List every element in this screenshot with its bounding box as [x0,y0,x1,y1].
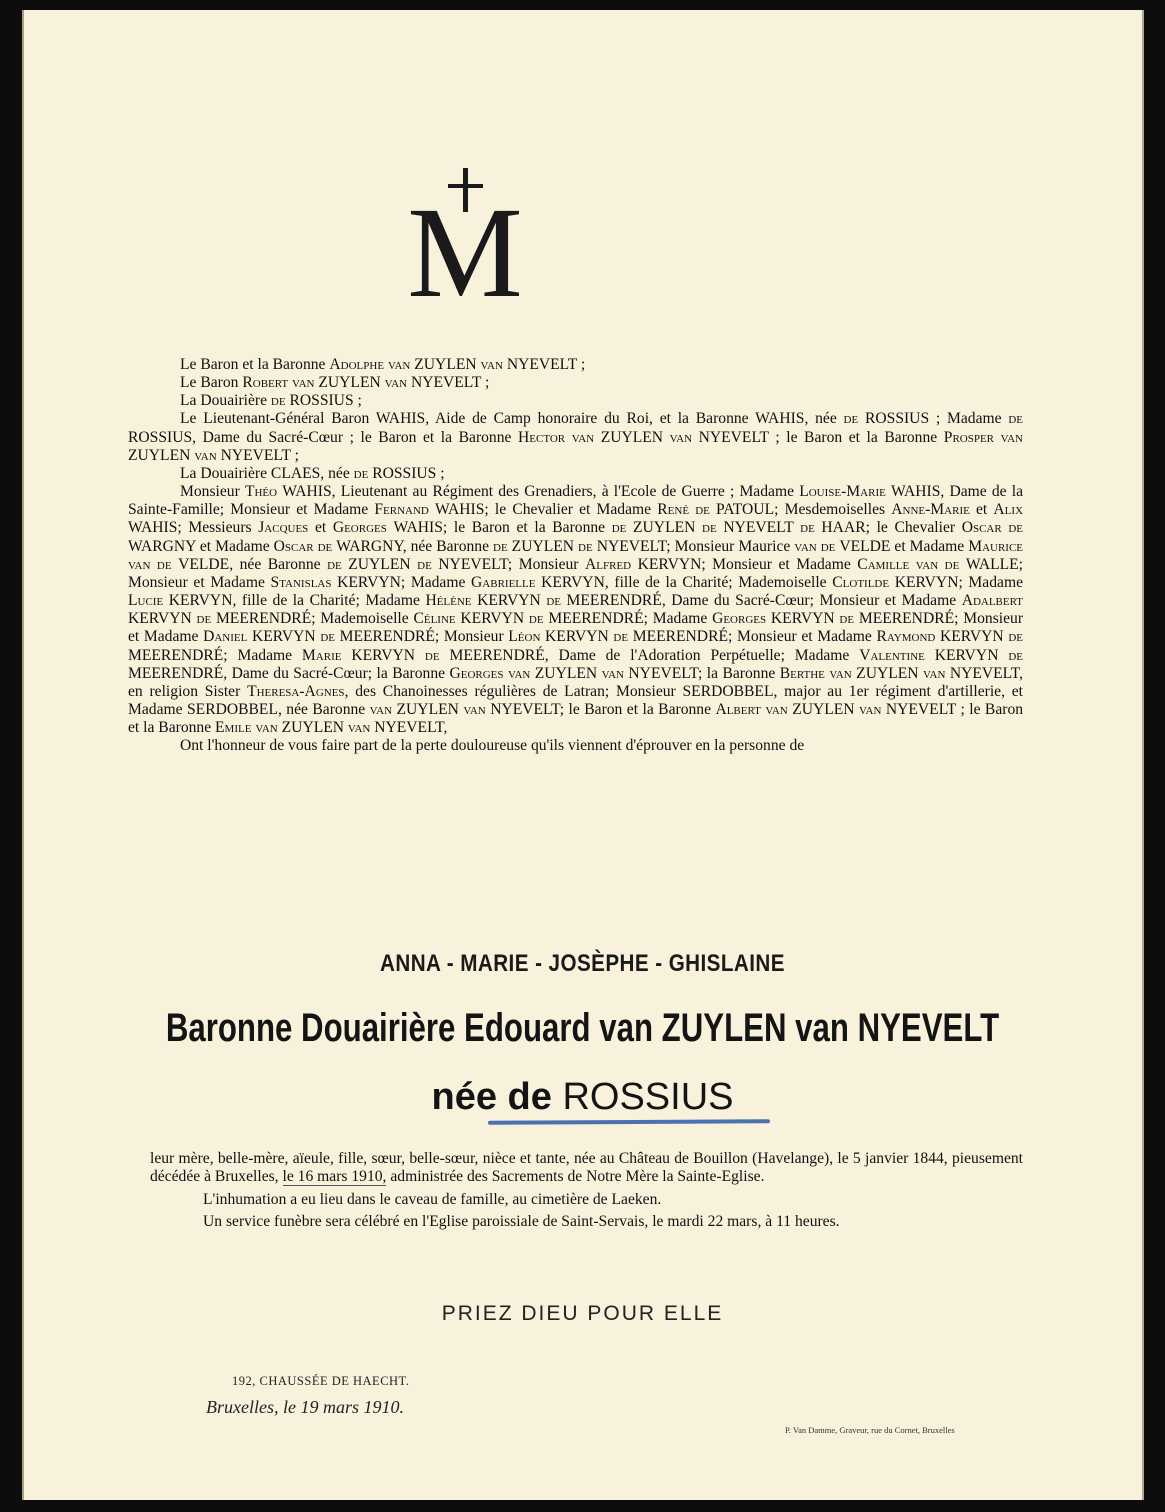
text-segment: Le Baron [180,374,243,392]
text-segment: René de [657,501,717,519]
text-segment: ZUYLEN [534,664,602,682]
monogram-letter: M [407,181,523,300]
text-segment: KERVYN, fille de la Charité; Madame [168,592,426,610]
text-segment: NYEVELT ; [410,374,490,392]
text-segment: VELDE et Madame [839,537,969,555]
family-paragraph [128,737,1023,755]
text-segment: MEERENDRÉ; Madame [548,610,713,628]
text-segment: Anne-Marie [891,501,976,519]
text-segment: ZUYLEN [856,664,923,682]
text-segment: WAHIS; Messieurs [128,519,259,537]
text-segment: NYEVELT, en religion Sister [128,664,1024,700]
cross-m-monogram-icon [400,168,530,300]
text-segment: WARGNY et Madame [128,537,274,555]
text-segment: KERVYN; Madame [894,573,1023,591]
text-segment: KERVYN [477,592,547,610]
text-segment: Lucie [128,592,169,610]
text-segment: de [839,610,859,628]
text-segment: Robert van [242,374,319,392]
text-segment: ZUYLEN [633,519,703,537]
text-segment: Gabrielle [471,573,542,591]
text-segment: de [578,537,597,555]
text-segment: ROSSIUS, Dame du Sacré-Cœur ; le Baron et la Baronne [128,428,519,446]
text-segment: MEERENDRÉ; Mademoiselle [215,610,414,628]
details-text-a: leur mère, belle-mère, aïeule, fille, sœur, belle-sœur, nièce et tante, née au Château de Bouillon (Havelange), le 5 janvier 1844, pieusement décédée à Bruxelles, [150,1150,1023,1186]
text-segment: Louise-Marie [799,483,891,501]
deceased-maiden-line [0,1076,1165,1119]
text-segment: WALLE; Monsieur et Madame [128,555,1024,591]
text-segment: de [843,410,865,428]
details-paragraph [150,1150,1023,1187]
text-segment: PATOUL; Mesdemoiselles [716,501,892,519]
text-segment: Oscar de [961,519,1024,537]
text-segment: Clotilde [832,573,895,591]
text-segment: Berthe van [779,664,857,682]
text-segment: ROSSIUS ; [289,392,362,410]
text-segment: KERVYN [934,646,1009,664]
text-segment: de [424,646,450,664]
text-segment: MEERENDRÉ; Madame [128,646,302,664]
text-segment: Stanislas [270,573,338,591]
text-segment: MEERENDRÉ, Dame du Sacré-Cœur; Monsieur et Madame [566,592,962,610]
text-segment: ZUYLEN [281,719,348,737]
text-segment: NYEVELT ; [506,356,586,373]
text-segment: ZUYLEN [318,374,385,392]
text-segment: WAHIS; le Baron et la Baronne [393,519,612,537]
family-paragraph [128,374,1023,392]
text-segment: Georges [332,519,394,537]
printer-credit: P. Van Damme, Graveur, rue du Cornet, Bruxelles [785,1425,955,1435]
text-segment: ROSSIUS ; Madame [864,410,1009,428]
text-segment: ZUYLEN [414,356,481,373]
service-paragraph: Un service funèbre sera célébré en l'Eglise paroissiale de Saint-Servais, le mardi 22 mars, à 11 heures. [203,1212,840,1230]
text-segment: et [976,501,994,519]
text-segment: Valentine [859,646,935,664]
text-segment: ZUYLEN [511,537,579,555]
text-segment: Ont l'honneur de vous faire part de la perte douloureuse qu'ils viennent d'éprouver en la personne de [180,737,805,755]
text-segment: NYEVELT ; le Baron et la Baronne [128,700,1024,737]
text-segment: NYEVELT ; [220,446,299,464]
text-segment: Maurice van de [128,537,1024,573]
text-segment: ROSSIUS ; [372,464,445,482]
text-segment: NYEVELT; la Baronne [628,664,780,682]
text-segment: de [270,392,290,410]
text-segment: van [601,664,629,682]
text-segment: de [353,464,373,482]
text-segment: Le Baron et la Baronne [180,356,330,373]
text-segment: de [327,555,349,573]
text-segment: van [480,356,507,373]
text-segment: WAHIS, Lieutenant au Régiment des Grenadiers, à l'Ecole de Guerre ; Madame [282,483,800,501]
family-paragraph [128,483,1023,737]
text-segment: NYEVELT; Monsieur Maurice [596,537,795,555]
text-segment: KERVYN, fille de la Charité; Mademoiselle [541,573,833,591]
deceased-title-line: Baronne Douairière Edouard van ZUYLEN van NYEVELT [165,1006,1000,1050]
text-segment: MEERENDRÉ, Dame de l'Adoration Perpétuelle; Madame [449,646,860,664]
text-segment: NYEVELT; Monsieur [438,555,586,573]
family-list [128,356,1023,755]
text-segment: MEERENDRÉ, Dame du Sacré-Cœur; la Baronne [128,664,450,682]
text-segment: , des Chanoinesses régulières de Latran; Monsieur SERDOBBEL, major au 1er régiment d'artillerie, et Madame SERDOBBEL, née Baronne [128,682,1023,718]
text-segment: van de [794,537,840,555]
text-segment: ZUYLEN [128,446,195,464]
burial-paragraph: L'inhumation a eu lieu dans le caveau de famille, au cimetière de Laeken. [203,1190,662,1208]
text-segment: KERVYN [770,610,840,628]
text-segment: La Douairière CLAES, née [180,464,354,482]
text-segment: Fernand [374,501,436,519]
text-segment: NYEVELT, [374,719,448,737]
text-segment: KERVYN [545,628,614,646]
text-segment: NYEVELT ; le Baron et la Baronne [698,428,944,446]
text-segment: Hector van [518,428,601,446]
text-segment: ZUYLEN [792,700,859,718]
text-segment: KERVYN; Madame [337,573,472,591]
text-segment: de [320,628,340,646]
text-segment: van [384,374,411,392]
text-segment: Monsieur [180,483,245,501]
text-segment: Albert van [715,700,793,718]
text-segment: van [669,428,699,446]
text-segment: van [859,700,886,718]
text-segment: Céline [413,610,461,628]
text-segment: de [613,628,633,646]
text-segment: HAAR; le Chevalier [821,519,962,537]
text-segment: KERVYN [939,628,1009,646]
text-segment: ZUYLEN [396,700,464,718]
text-segment: van [922,664,950,682]
text-segment: Daniel [203,628,252,646]
family-paragraph [128,410,1023,464]
text-segment: Le Lieutenant-Général Baron WAHIS, Aide de Camp honoraire du Roi, et la Baronne WAHIS, née [180,410,844,428]
text-segment: MEERENDRÉ; Monsieur et Madame [128,610,1024,646]
text-segment: Alfred [585,555,638,573]
text-segment: KERVYN [128,610,197,628]
text-segment: ZUYLEN [348,555,418,573]
text-segment: Oscar de [273,537,337,555]
place-date: Bruxelles, le 19 mars 1910. [206,1397,404,1417]
text-segment: VELDE, née Baronne [178,555,328,573]
text-segment: Raymond [876,628,940,646]
text-segment: NYEVELT [723,519,801,537]
text-segment: de [800,519,822,537]
death-date: le 16 mars 1910, [282,1168,387,1186]
text-segment: WAHIS, Dame de la Sainte-Famille; Monsieur et Madame [128,483,1023,519]
text-segment: La Douairière [180,392,271,410]
details-text-b: administrée des Sacrements de Notre Mère la Sainte-Eglise. [390,1168,765,1186]
text-segment: van [463,700,491,718]
text-segment: Prosper van [943,428,1023,446]
text-segment: WARGNY, née Baronne [336,537,494,555]
text-segment: de [417,555,439,573]
address: 192, CHAUSSÉE DE HAECHT. [232,1374,410,1388]
text-segment: van [369,700,397,718]
text-segment: Emile van [215,719,282,737]
text-segment: MEERENDRÉ; Monsieur [339,628,509,646]
family-paragraph [128,392,1023,410]
text-segment: de [493,537,512,555]
text-segment: Jacques [258,519,315,537]
text-segment: NYEVELT; le Baron et la Baronne [490,700,716,718]
text-segment: de [611,519,634,537]
text-segment: KERVYN [460,610,529,628]
text-segment: de [546,592,567,610]
deceased-given-names: ANNA - MARIE - JOSÈPHE - GHISLAINE [380,950,785,977]
text-segment: KERVYN [351,646,425,664]
text-segment: de [1008,628,1023,646]
text-segment: Léon [508,628,546,646]
text-segment: Alix [993,501,1024,519]
text-segment: MEERENDRÉ; Monsieur et Madame [632,628,877,646]
family-paragraph [128,465,1023,483]
text-segment: Georges [712,610,771,628]
text-segment: de [1008,410,1024,428]
maiden-name: ROSSIUS [562,1076,734,1118]
text-segment: van [347,719,375,737]
text-segment: Théo [244,483,283,501]
text-segment: de [528,610,549,628]
text-segment: Georges van [449,664,535,682]
text-segment: Marie [301,646,352,664]
details-block [150,1150,1023,1235]
text-segment: Adalbert [961,592,1024,610]
text-segment: WAHIS; le Chevalier et Madame [435,501,658,519]
prayer-line: PRIEZ DIEU POUR ELLE [441,1302,724,1325]
text-segment: de [1008,646,1023,664]
text-segment: KERVYN; Monsieur et Madame [637,555,858,573]
text-segment: Theresa-Agnes [247,682,345,700]
text-segment: van [194,446,221,464]
text-segment: Adolphe van [329,356,415,373]
text-segment: Camille van de [857,555,966,573]
text-segment: KERVYN [251,628,321,646]
text-segment: Hélène [425,592,478,610]
text-segment: de [702,519,724,537]
family-paragraph [128,356,1023,374]
nee-label: née de [431,1076,552,1118]
text-segment: de [196,610,216,628]
text-segment: et [314,519,333,537]
text-segment: ZUYLEN [600,428,670,446]
